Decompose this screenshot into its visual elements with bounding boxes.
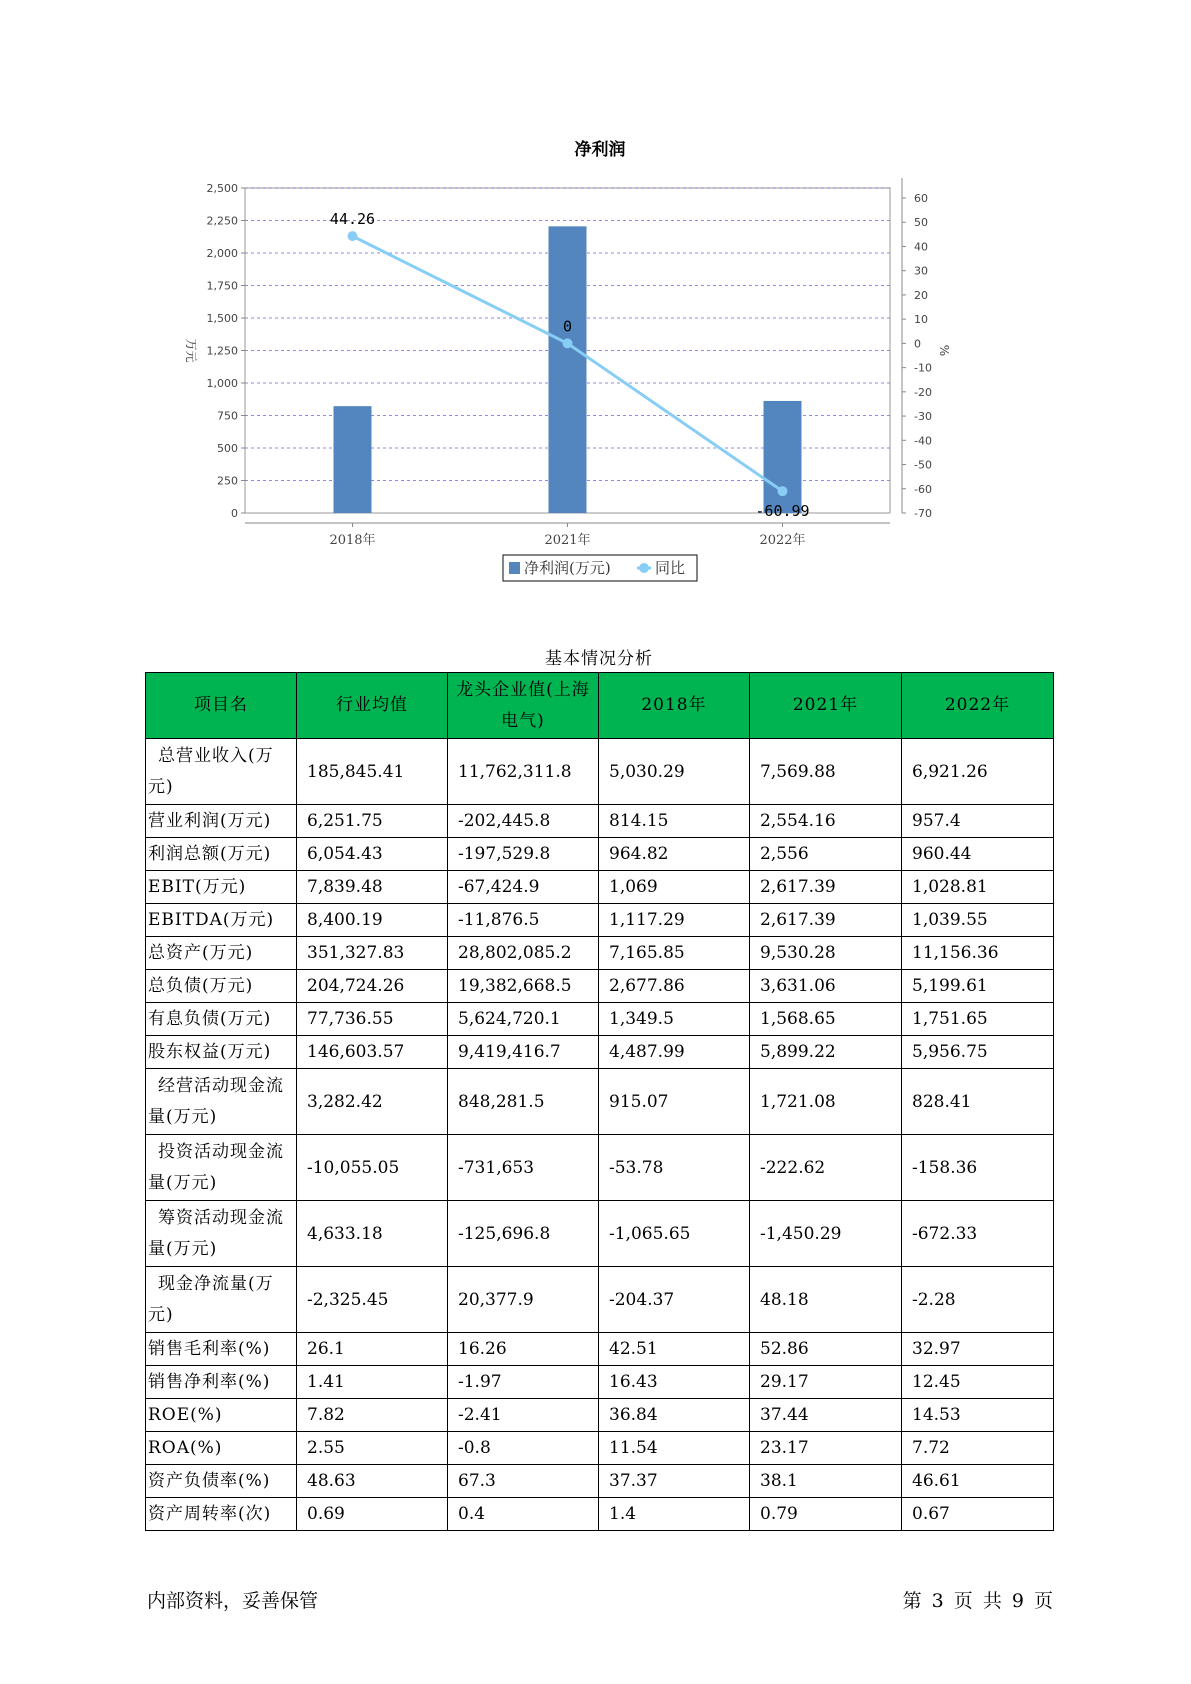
table-row [146, 1201, 1054, 1267]
row-label: ROA(%) [146, 1432, 297, 1465]
y-tick-label: 500 [217, 442, 238, 455]
y2-tick-label: -20 [914, 385, 932, 399]
y-tick-label: 1,750 [206, 279, 238, 293]
table-cell: 3,631.06 [750, 970, 902, 1003]
table-cell: -1.97 [448, 1366, 599, 1399]
table-cell: -2.28 [902, 1267, 1054, 1333]
table-row [146, 1267, 1054, 1333]
table-cell: -1,065.65 [599, 1201, 750, 1267]
y2-tick-label: -60 [914, 482, 932, 496]
y-tick-label: 750 [217, 409, 238, 423]
table-cell: 32.97 [902, 1333, 1054, 1366]
table-cell: 37.44 [750, 1399, 902, 1432]
y-tick-label: 1,000 [206, 377, 238, 390]
table-cell: 28,802,085.2 [448, 937, 599, 970]
table-cell: 5,030.29 [599, 739, 750, 805]
table-cell: 0.67 [902, 1498, 1054, 1531]
net-profit-chart [150, 130, 1050, 600]
table-cell: -158.36 [902, 1135, 1054, 1201]
yoy-point-label: -60.99 [755, 502, 810, 521]
table-caption: 基本情况分析 [545, 649, 653, 669]
yoy-point-label: 0 [562, 317, 573, 336]
table-cell: 6,251.75 [297, 805, 448, 838]
table-cell: 46.61 [902, 1465, 1054, 1498]
yoy-point [778, 486, 788, 496]
table-row [146, 1399, 1054, 1432]
table-cell: 16.43 [599, 1366, 750, 1399]
legend-bar-label: 净利润(万元) [524, 559, 611, 577]
table-cell: -67,424.9 [448, 871, 599, 904]
table-cell: 1,568.65 [750, 1003, 902, 1036]
table-cell: 0.69 [297, 1498, 448, 1531]
y2-tick-label: 20 [914, 288, 928, 302]
bar-2018年 [334, 406, 372, 513]
y2-tick-label: 10 [914, 313, 928, 327]
y2-tick-label: -50 [914, 458, 932, 472]
table-row [146, 937, 1054, 970]
table-row [146, 1432, 1054, 1465]
y2-tick-label: -10 [914, 361, 932, 375]
header-item-name: 项目名 [146, 673, 297, 739]
table-cell: 11,762,311.8 [448, 739, 599, 805]
bar-2022年 [764, 401, 802, 513]
row-label: 营业利润(万元) [146, 805, 297, 838]
table-cell: 964.82 [599, 838, 750, 871]
table-cell: 4,633.18 [297, 1201, 448, 1267]
table-cell: 16.26 [448, 1333, 599, 1366]
table-cell: 36.84 [599, 1399, 750, 1432]
table-row [146, 739, 1054, 805]
legend-line-marker [639, 563, 649, 573]
table-cell: 48.18 [750, 1267, 902, 1333]
table-cell: 6,921.26 [902, 739, 1054, 805]
table-row [146, 871, 1054, 904]
table-cell: -10,055.05 [297, 1135, 448, 1201]
y2-tick-label: 40 [914, 240, 928, 254]
table-cell: 11,156.36 [902, 937, 1054, 970]
table-cell: 5,899.22 [750, 1036, 902, 1069]
table-cell: 37.37 [599, 1465, 750, 1498]
table-row [146, 904, 1054, 937]
table-body [146, 739, 1054, 1531]
table-cell: 1,751.65 [902, 1003, 1054, 1036]
table-cell: 3,282.42 [297, 1069, 448, 1135]
table-cell: 9,530.28 [750, 937, 902, 970]
row-label: 销售净利率(%) [146, 1366, 297, 1399]
table-cell: -0.8 [448, 1432, 599, 1465]
table-cell: 2,556 [750, 838, 902, 871]
row-label: 销售毛利率(%) [146, 1333, 297, 1366]
header-2021: 2021年 [750, 673, 902, 739]
legend-line-label: 同比 [655, 559, 686, 577]
table-cell: 42.51 [599, 1333, 750, 1366]
table-cell: -204.37 [599, 1267, 750, 1333]
table-cell: -202,445.8 [448, 805, 599, 838]
table-cell: 0.79 [750, 1498, 902, 1531]
legend-bar-swatch [509, 562, 520, 574]
table-cell: 1,721.08 [750, 1069, 902, 1135]
table-cell: -2,325.45 [297, 1267, 448, 1333]
footer-page-number: 第 3 页 共 9 页 [902, 1590, 1053, 1612]
row-label: 资产负债率(%) [146, 1465, 297, 1498]
x-tick-label: 2021年 [544, 533, 591, 548]
y2-tick-label: -70 [914, 507, 932, 520]
row-label: 现金净流量(万元) [146, 1267, 297, 1333]
table-cell: 7.82 [297, 1399, 448, 1432]
table-cell: 1,349.5 [599, 1003, 750, 1036]
table-cell: 814.15 [599, 805, 750, 838]
table-cell: 20,377.9 [448, 1267, 599, 1333]
table-cell: 915.07 [599, 1069, 750, 1135]
row-label: 股东权益(万元) [146, 1036, 297, 1069]
table-row [146, 1135, 1054, 1201]
table-cell: 48.63 [297, 1465, 448, 1498]
table-header-row [146, 673, 1054, 739]
row-label: 利润总额(万元) [146, 838, 297, 871]
y-tick-label: 1,250 [206, 344, 238, 358]
table-cell: 23.17 [750, 1432, 902, 1465]
row-label: ROE(%) [146, 1399, 297, 1432]
table-cell: -222.62 [750, 1135, 902, 1201]
y-tick-label: 1,500 [206, 312, 238, 325]
table-cell: 4,487.99 [599, 1036, 750, 1069]
x-tick-label: 2022年 [759, 533, 806, 548]
table-cell: 77,736.55 [297, 1003, 448, 1036]
table-cell: 2,617.39 [750, 871, 902, 904]
table-cell: 12.45 [902, 1366, 1054, 1399]
yoy-point [348, 231, 358, 241]
table-cell: -11,876.5 [448, 904, 599, 937]
table-cell: 14.53 [902, 1399, 1054, 1432]
table-cell: 2,617.39 [750, 904, 902, 937]
table-cell: 5,199.61 [902, 970, 1054, 1003]
row-label: 总资产(万元) [146, 937, 297, 970]
table-cell: 2,554.16 [750, 805, 902, 838]
table-row [146, 805, 1054, 838]
header-2018: 2018年 [599, 673, 750, 739]
table-cell: 7.72 [902, 1432, 1054, 1465]
y2-tick-label: 50 [914, 216, 928, 230]
table-cell: 0.4 [448, 1498, 599, 1531]
table-row [146, 1465, 1054, 1498]
table-cell: 828.41 [902, 1069, 1054, 1135]
y2-tick-label: 0 [914, 337, 921, 351]
yoy-point-label: 44.26 [329, 210, 376, 229]
table-row [146, 838, 1054, 871]
row-label: 总营业收入(万元) [146, 739, 297, 805]
header-leader-value: 龙头企业值(上海电气) [448, 673, 599, 739]
table-cell: 8,400.19 [297, 904, 448, 937]
table-cell: -197,529.8 [448, 838, 599, 871]
chart-title: 净利润 [574, 140, 626, 160]
table-cell: -53.78 [599, 1135, 750, 1201]
table-cell: 351,327.83 [297, 937, 448, 970]
y-axis-label: 万元 [184, 338, 198, 363]
basic-analysis-table [145, 672, 1054, 1531]
y-tick-label: 0 [231, 507, 238, 520]
y2-tick-label: 60 [914, 192, 928, 205]
row-label: EBIT(万元) [146, 871, 297, 904]
y2-tick-label: -40 [914, 434, 932, 448]
table-cell: -125,696.8 [448, 1201, 599, 1267]
table-row [146, 1003, 1054, 1036]
table-cell: 960.44 [902, 838, 1054, 871]
table-cell: 185,845.41 [297, 739, 448, 805]
row-label: 经营活动现金流量(万元) [146, 1069, 297, 1135]
row-label: 总负债(万元) [146, 970, 297, 1003]
x-tick-label: 2018年 [329, 533, 376, 548]
y-tick-label: 2,000 [206, 247, 238, 260]
table-cell: 1.4 [599, 1498, 750, 1531]
row-label: 投资活动现金流量(万元) [146, 1135, 297, 1201]
table-cell: 1,117.29 [599, 904, 750, 937]
y2-axis-label: % [937, 344, 951, 357]
yoy-point [563, 338, 573, 348]
table-row [146, 1036, 1054, 1069]
table-cell: 6,054.43 [297, 838, 448, 871]
table-row [146, 1069, 1054, 1135]
chart-svg [150, 130, 1050, 600]
y2-tick-label: 30 [914, 264, 928, 278]
table-cell: 957.4 [902, 805, 1054, 838]
table-cell: 11.54 [599, 1432, 750, 1465]
y-tick-label: 250 [217, 474, 238, 488]
header-2022: 2022年 [902, 673, 1054, 739]
table-cell: 52.86 [750, 1333, 902, 1366]
table-cell: -731,653 [448, 1135, 599, 1201]
table-cell: 1,028.81 [902, 871, 1054, 904]
table-cell: 7,839.48 [297, 871, 448, 904]
table-cell: 204,724.26 [297, 970, 448, 1003]
table-cell: 1.41 [297, 1366, 448, 1399]
row-label: 有息负债(万元) [146, 1003, 297, 1036]
table-cell: 29.17 [750, 1366, 902, 1399]
table-cell: 38.1 [750, 1465, 902, 1498]
table-cell: 67.3 [448, 1465, 599, 1498]
table-cell: 7,165.85 [599, 937, 750, 970]
table-cell: 2,677.86 [599, 970, 750, 1003]
table-cell: -1,450.29 [750, 1201, 902, 1267]
table-cell: -2.41 [448, 1399, 599, 1432]
row-label: 资产周转率(次) [146, 1498, 297, 1531]
footer-confidential-note: 内部资料，妥善保管 [147, 1590, 319, 1612]
table-row [146, 970, 1054, 1003]
table-row [146, 1333, 1054, 1366]
table-cell: 7,569.88 [750, 739, 902, 805]
y-tick-label: 2,500 [206, 182, 238, 195]
table-row [146, 1366, 1054, 1399]
row-label: 筹资活动现金流量(万元) [146, 1201, 297, 1267]
table-cell: 19,382,668.5 [448, 970, 599, 1003]
bar-2021年 [549, 226, 587, 513]
y2-tick-label: -30 [914, 410, 932, 424]
table-row [146, 1498, 1054, 1531]
table-cell: 1,039.55 [902, 904, 1054, 937]
table-cell: 9,419,416.7 [448, 1036, 599, 1069]
row-label: EBITDA(万元) [146, 904, 297, 937]
table-cell: 5,624,720.1 [448, 1003, 599, 1036]
table-cell: 2.55 [297, 1432, 448, 1465]
table-cell: 146,603.57 [297, 1036, 448, 1069]
table-cell: 5,956.75 [902, 1036, 1054, 1069]
y-tick-label: 2,250 [206, 214, 238, 228]
table-cell: 848,281.5 [448, 1069, 599, 1135]
table-cell: 26.1 [297, 1333, 448, 1366]
header-industry-avg: 行业均值 [297, 673, 448, 739]
table-cell: -672.33 [902, 1201, 1054, 1267]
table-cell: 1,069 [599, 871, 750, 904]
